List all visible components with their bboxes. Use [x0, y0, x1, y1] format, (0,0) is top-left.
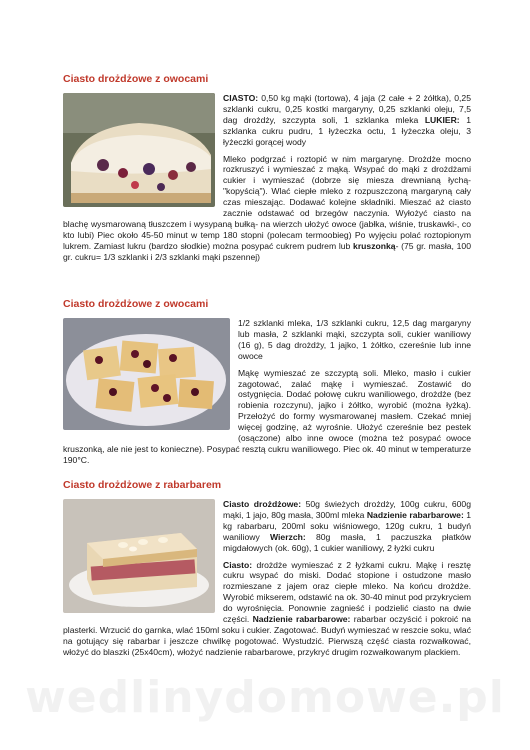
bold-label: Nadzienie rabarbarowe:	[252, 614, 351, 625]
bold-label: Nadzienie rabarbarowe:	[366, 509, 464, 520]
text-segment: - (75 gr. masła, 100 gr. cukru= 1/3 szklanki i 2/3 szklanki mąki pszennej)	[63, 240, 471, 262]
text-segment: 1 szklanka cukru pudru, 1 łyżeczka octu, 1 łyżeczka oleju, 3 łyżeczki gorącej wody	[223, 114, 471, 147]
cake-with-fruit-photo	[63, 93, 215, 207]
text-segment: 0,50 kg mąki (tortowa), 4 jaja (2 całe + 2 żółtka), 0,25 szklanki cukru, 0,25 kostki margaryny, 0,25 szklanki oleju, 7,5 dag drożdży, szczypta soli, 1 szklanka mleka	[223, 93, 471, 125]
bold-label: Ciasto:	[223, 559, 253, 570]
text-segment: drożdże wymieszać z 2 łyżkami cukru. Mąkę i resztę cukru wsypać do miski. Dodać stopione i ostudzone masło rozmieszane z jajem oraz ciepłe mleko. Na końcu drożdże. Wyrobić mikserem, odstawić na ok. 30-40 minut pod przykryciem do wyrośnięcia. Ponownie zagnieść i podzielić ciasto na dwie części.	[223, 559, 471, 625]
recipe-title: Ciasto drożdżowe z owocami	[63, 298, 209, 310]
recipe-title: Ciasto drożdżowe z rabarbarem	[63, 479, 222, 491]
rhubarb-cake-slice-photo	[63, 499, 215, 613]
bold-label: Wierzch:	[270, 531, 306, 542]
text-segment: Mleko podgrzać i roztopić w nim margarynę. Drożdże mocno rozkruszyć i wymieszać z mąką. Wsypać do mąki z drożdżami cukier i wymieszać (dobrze się miesza drewnianą łychą- "kopyścią"). Wlać ciepłe mleko z rozpuszczoną margaryną cały czas mieszając. Dodawać kolejne składniki. Mieszać aż ciasto zacznie odstawać od brzegów naczynia. Wyłożyć ciasto na blachę wysmarowaną tłuszczem i wysypaną bułką- na wierzch ułożyć owoce (jabłka, wiśnie, truskawki-, co kto lubi) Piec około 45-50 minut w temp 180 stopni (polecam termoobieg) Po wyjęciu polać roztopionym lukrem. Zamiast lukru (bardzo słodkie) można posypać cukrem pudrem lub	[63, 153, 471, 251]
bold-label: LUKIER:	[424, 114, 460, 125]
text-segment: 50g świeżych drożdży, 100g cukru, 600g mąki, 1 jajo, 80g masła, 300ml mleka	[223, 499, 471, 520]
recipe-title: Ciasto drożdżowe z owocami	[63, 73, 209, 85]
site-watermark: wedlinydomowe.pl	[25, 672, 505, 723]
text-segment: 1/2 szklanki mleka, 1/3 szklanki cukru, 12,5 dag margaryny lub masła, 2 szklanki mąki, szczypta soli, cukier waniliowy (16 g), 5 dag drożdży, 1 jajko, 1 żółtko, czereśnie lub inne owoce	[238, 318, 471, 361]
recipe-2	[63, 298, 471, 472]
recipe-3	[63, 479, 471, 664]
bold-label: Ciasto drożdżowe:	[223, 499, 302, 509]
text-segment: 80g masła, 1 paczuszka płatków migdałowych (ok. 60g), 1 cukier waniliowy, 2 łyżki cukru	[223, 531, 471, 553]
text-segment: Mąkę wymieszać ze szczyptą soli. Mleko, masło i cukier zagotować, zalać mąkę i wymieszać. Zostawić do ostygnięcia. Dodać połowę cukru waniliowego, drożdże (bez robienia rozczynu), jajko i żółtko, wyrobić (można łyżką). Przełożyć do formy wysmarowanej masłem. Czekać mniej więcej godzinę, aż wyrośnie. Ułożyć czereśnie bez pestek (osączone) albo inne owoce (można też posypać owoce kruszonką, ale nie jest to konieczne). Posypać resztą cukru waniliowego. Piec ok. 40 minut w temperaturze 190°C.	[63, 367, 471, 465]
bold-label: CIASTO:	[223, 93, 259, 103]
recipe-1	[63, 73, 471, 269]
text-segment: rabarbar oczyścić i pokroić na plasterki. Wrzucić do garnka, wlać 150ml soku i cukier. Zagotować. Budyń wymieszać w reszcie soku, wlać na gotujący się rabarbar i jeszcze chwilkę pogotować. Wystudzić. Pierwszą część ciasta rozwałkować, włożyć do blaszki (25x40cm), włożyć nadzienie rabarbarowe, przykryć drugim rozwałkowanym plackiem.	[63, 614, 472, 657]
text-segment: 1 kg rabarbaru, 200ml soku wiśniowego, 120g cukru, 1 budyń waniliowy	[223, 509, 471, 542]
bold-label: kruszonką	[353, 240, 396, 251]
cherry-cake-squares-photo	[63, 318, 230, 430]
